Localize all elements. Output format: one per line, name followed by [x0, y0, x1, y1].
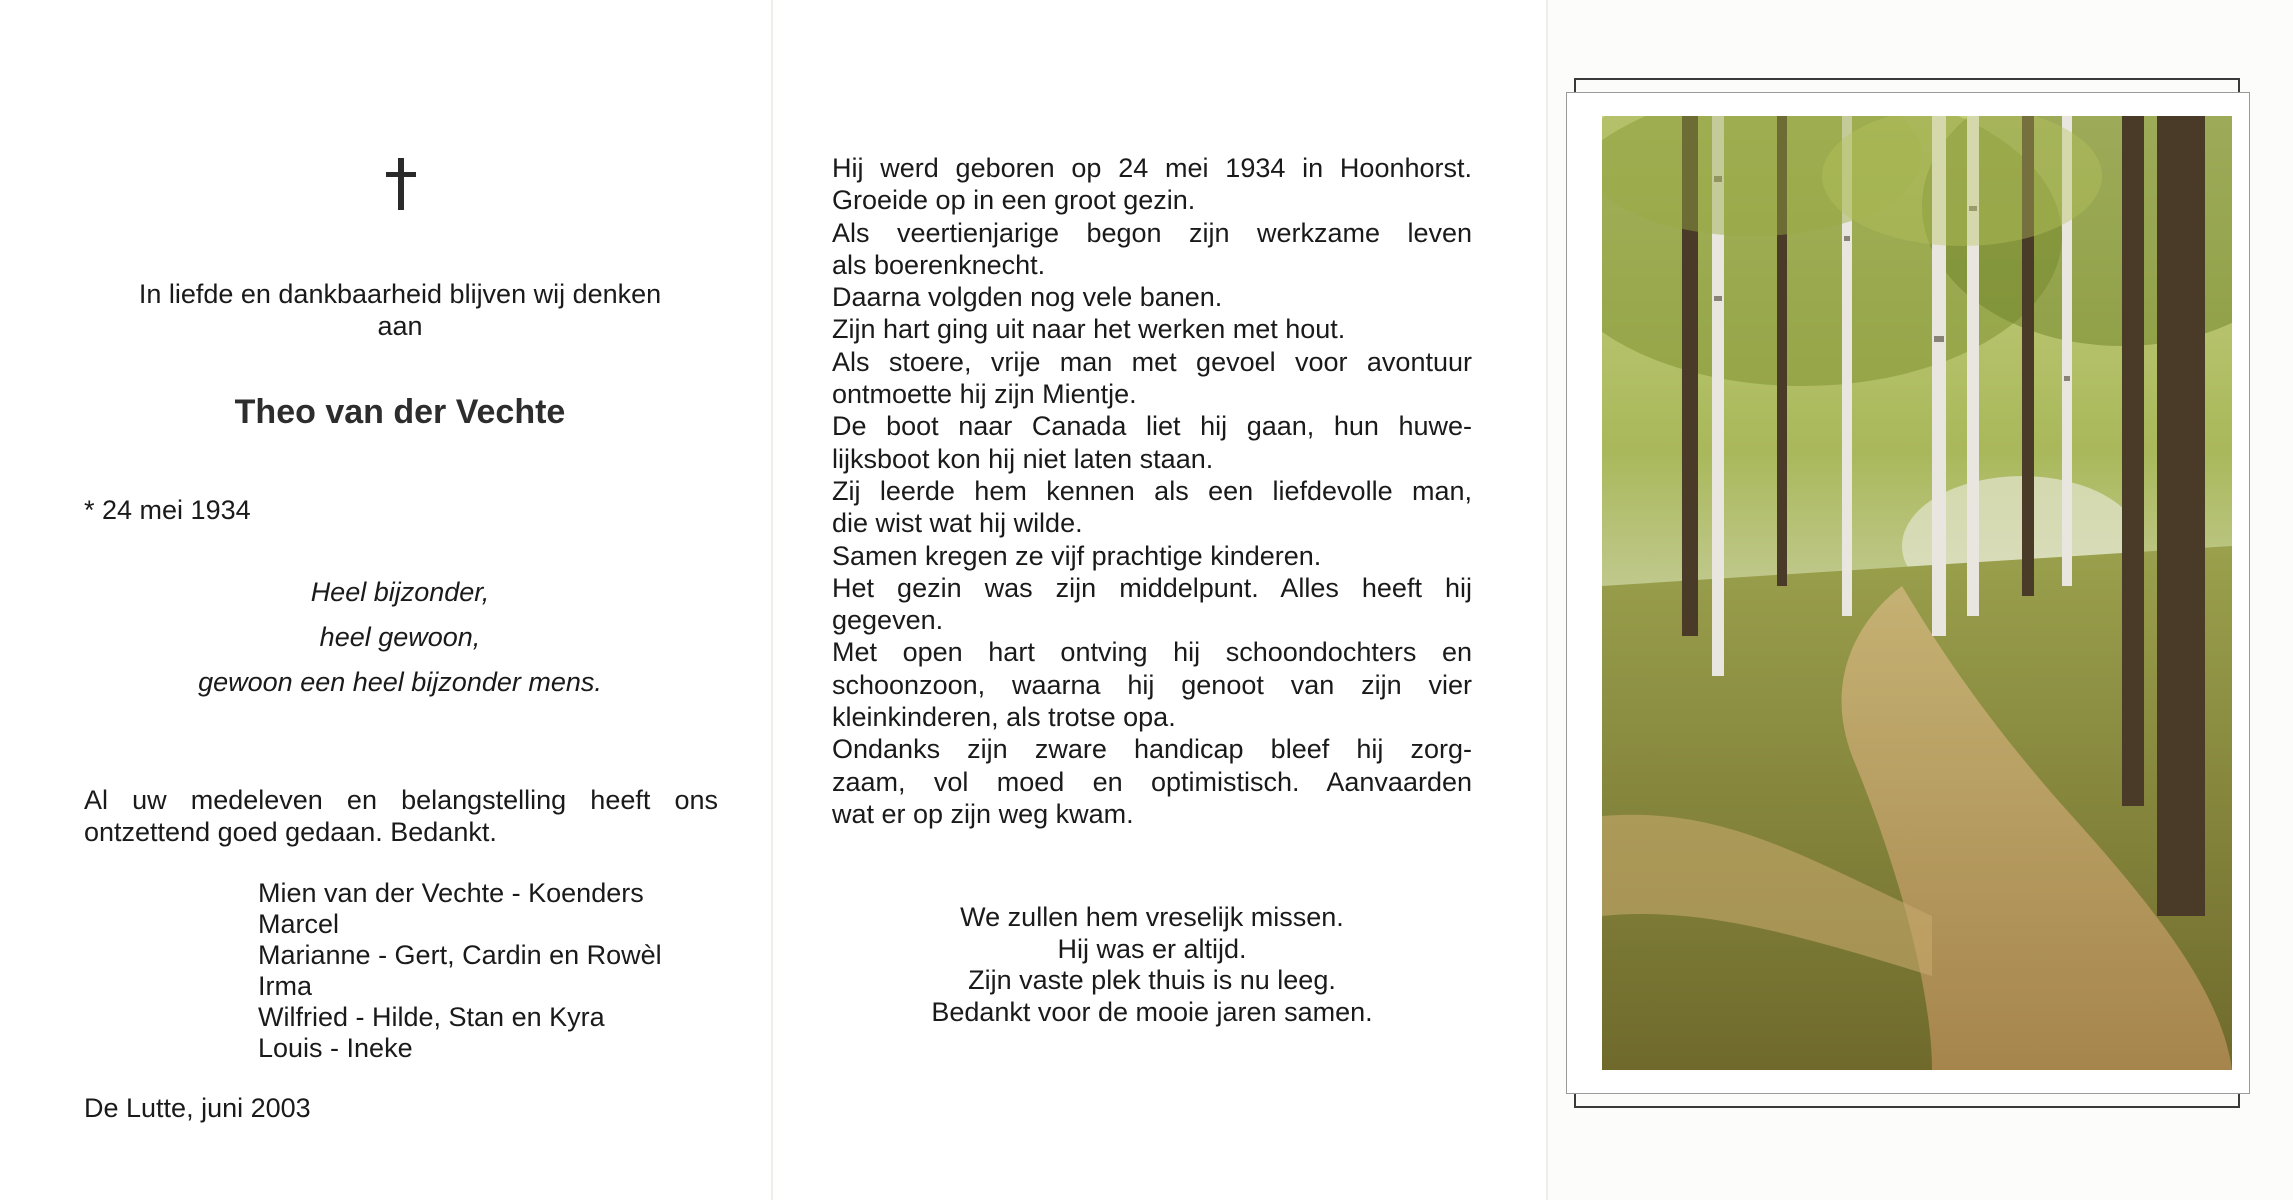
bio-line: Hij werd geboren op 24 mei 1934 in Hoonhorst.	[832, 153, 1472, 183]
forest-path-illustration	[1602, 116, 2232, 1070]
bio-line: als boerenknecht.	[832, 249, 1046, 280]
family-member: Wilfried - Hilde, Stan en Kyra	[258, 1002, 605, 1032]
poem-line: Heel bijzonder,	[310, 577, 490, 607]
closing-line: Zijn vaste plek thuis is nu leeg.	[968, 965, 1336, 995]
cross-icon	[386, 158, 416, 210]
bio-line: Als stoere, vrije man met gevoel voor avontuur	[832, 346, 1472, 377]
closing-text	[832, 902, 1472, 1028]
poem-line: heel gewoon,	[319, 622, 481, 652]
bio-line: gegeven.	[832, 605, 944, 636]
bio-line: Het gezin was zijn middelpunt. Alles heeft hij	[832, 572, 1472, 603]
family-list	[258, 878, 662, 1064]
bio-line: schoonzoon, waarna hij genoot van zijn vier	[832, 669, 1472, 700]
thanks-text: Al uw medeleven en belangstelling heeft ons ontzettend goed gedaan. Bedankt.	[84, 785, 718, 847]
bio-line: die wist wat hij wilde.	[832, 508, 1083, 539]
bio-line: Daarna volgden nog vele banen.	[832, 282, 1223, 313]
bio-line: Samen kregen ze vijf prachtige kinderen.	[832, 540, 1322, 571]
family-member: Irma	[258, 971, 312, 1001]
closing-line: Bedankt voor de mooie jaren samen.	[931, 996, 1373, 1027]
bio-line: ontmoette hij zijn Mientje.	[832, 379, 1137, 410]
closing-line: We zullen hem vreselijk missen.	[960, 902, 1344, 932]
poem-line: gewoon een heel bijzonder mens.	[198, 667, 602, 697]
intro-text	[100, 278, 700, 342]
bio-line: Als veertienjarige begon zijn werkzame leven	[832, 217, 1472, 248]
closing-line: Hij was er altijd.	[1057, 933, 1247, 964]
family-member: Marcel	[258, 909, 340, 939]
bio-line: zaam, vol moed en optimistisch. Aanvaarden	[832, 766, 1472, 797]
deceased-name: Theo van der Vechte	[234, 393, 566, 431]
bio-line: Groeide op in een groot gezin.	[832, 185, 1196, 216]
bio-line: Zijn hart ging uit naar het werken met hout.	[832, 314, 1346, 345]
fold-line-right	[1546, 0, 1548, 1200]
bio-line: Met open hart ontving hij schoondochters en	[832, 637, 1472, 668]
family-member: Louis - Ineke	[258, 1033, 413, 1063]
bio-line: Zij leerde hem kennen als een liefdevolle man,	[832, 475, 1472, 506]
intro-line: In liefde en dankbaarheid blijven wij denken	[138, 279, 662, 309]
bio-line: lijksboot kon hij niet laten staan.	[832, 443, 1214, 474]
intro-line: aan	[377, 311, 423, 341]
place-date: De Lutte, juni 2003	[84, 1093, 311, 1123]
fold-line-left	[771, 0, 773, 1200]
biography	[832, 152, 1472, 830]
poem	[100, 570, 700, 705]
forest-path-photo	[1602, 116, 2232, 1070]
bio-line: wat er op zijn weg kwam.	[832, 798, 1134, 829]
bio-line: kleinkinderen, als trotse opa.	[832, 702, 1176, 733]
bio-line: De boot naar Canada liet hij gaan, hun huwe-	[832, 411, 1472, 442]
family-member: Mien van der Vechte - Koenders	[258, 878, 644, 908]
birth-date: * 24 mei 1934	[84, 495, 251, 525]
bio-line: Ondanks zijn zware handicap bleef hij zorg-	[832, 734, 1472, 765]
family-member: Marianne - Gert, Cardin en Rowèl	[258, 940, 662, 970]
